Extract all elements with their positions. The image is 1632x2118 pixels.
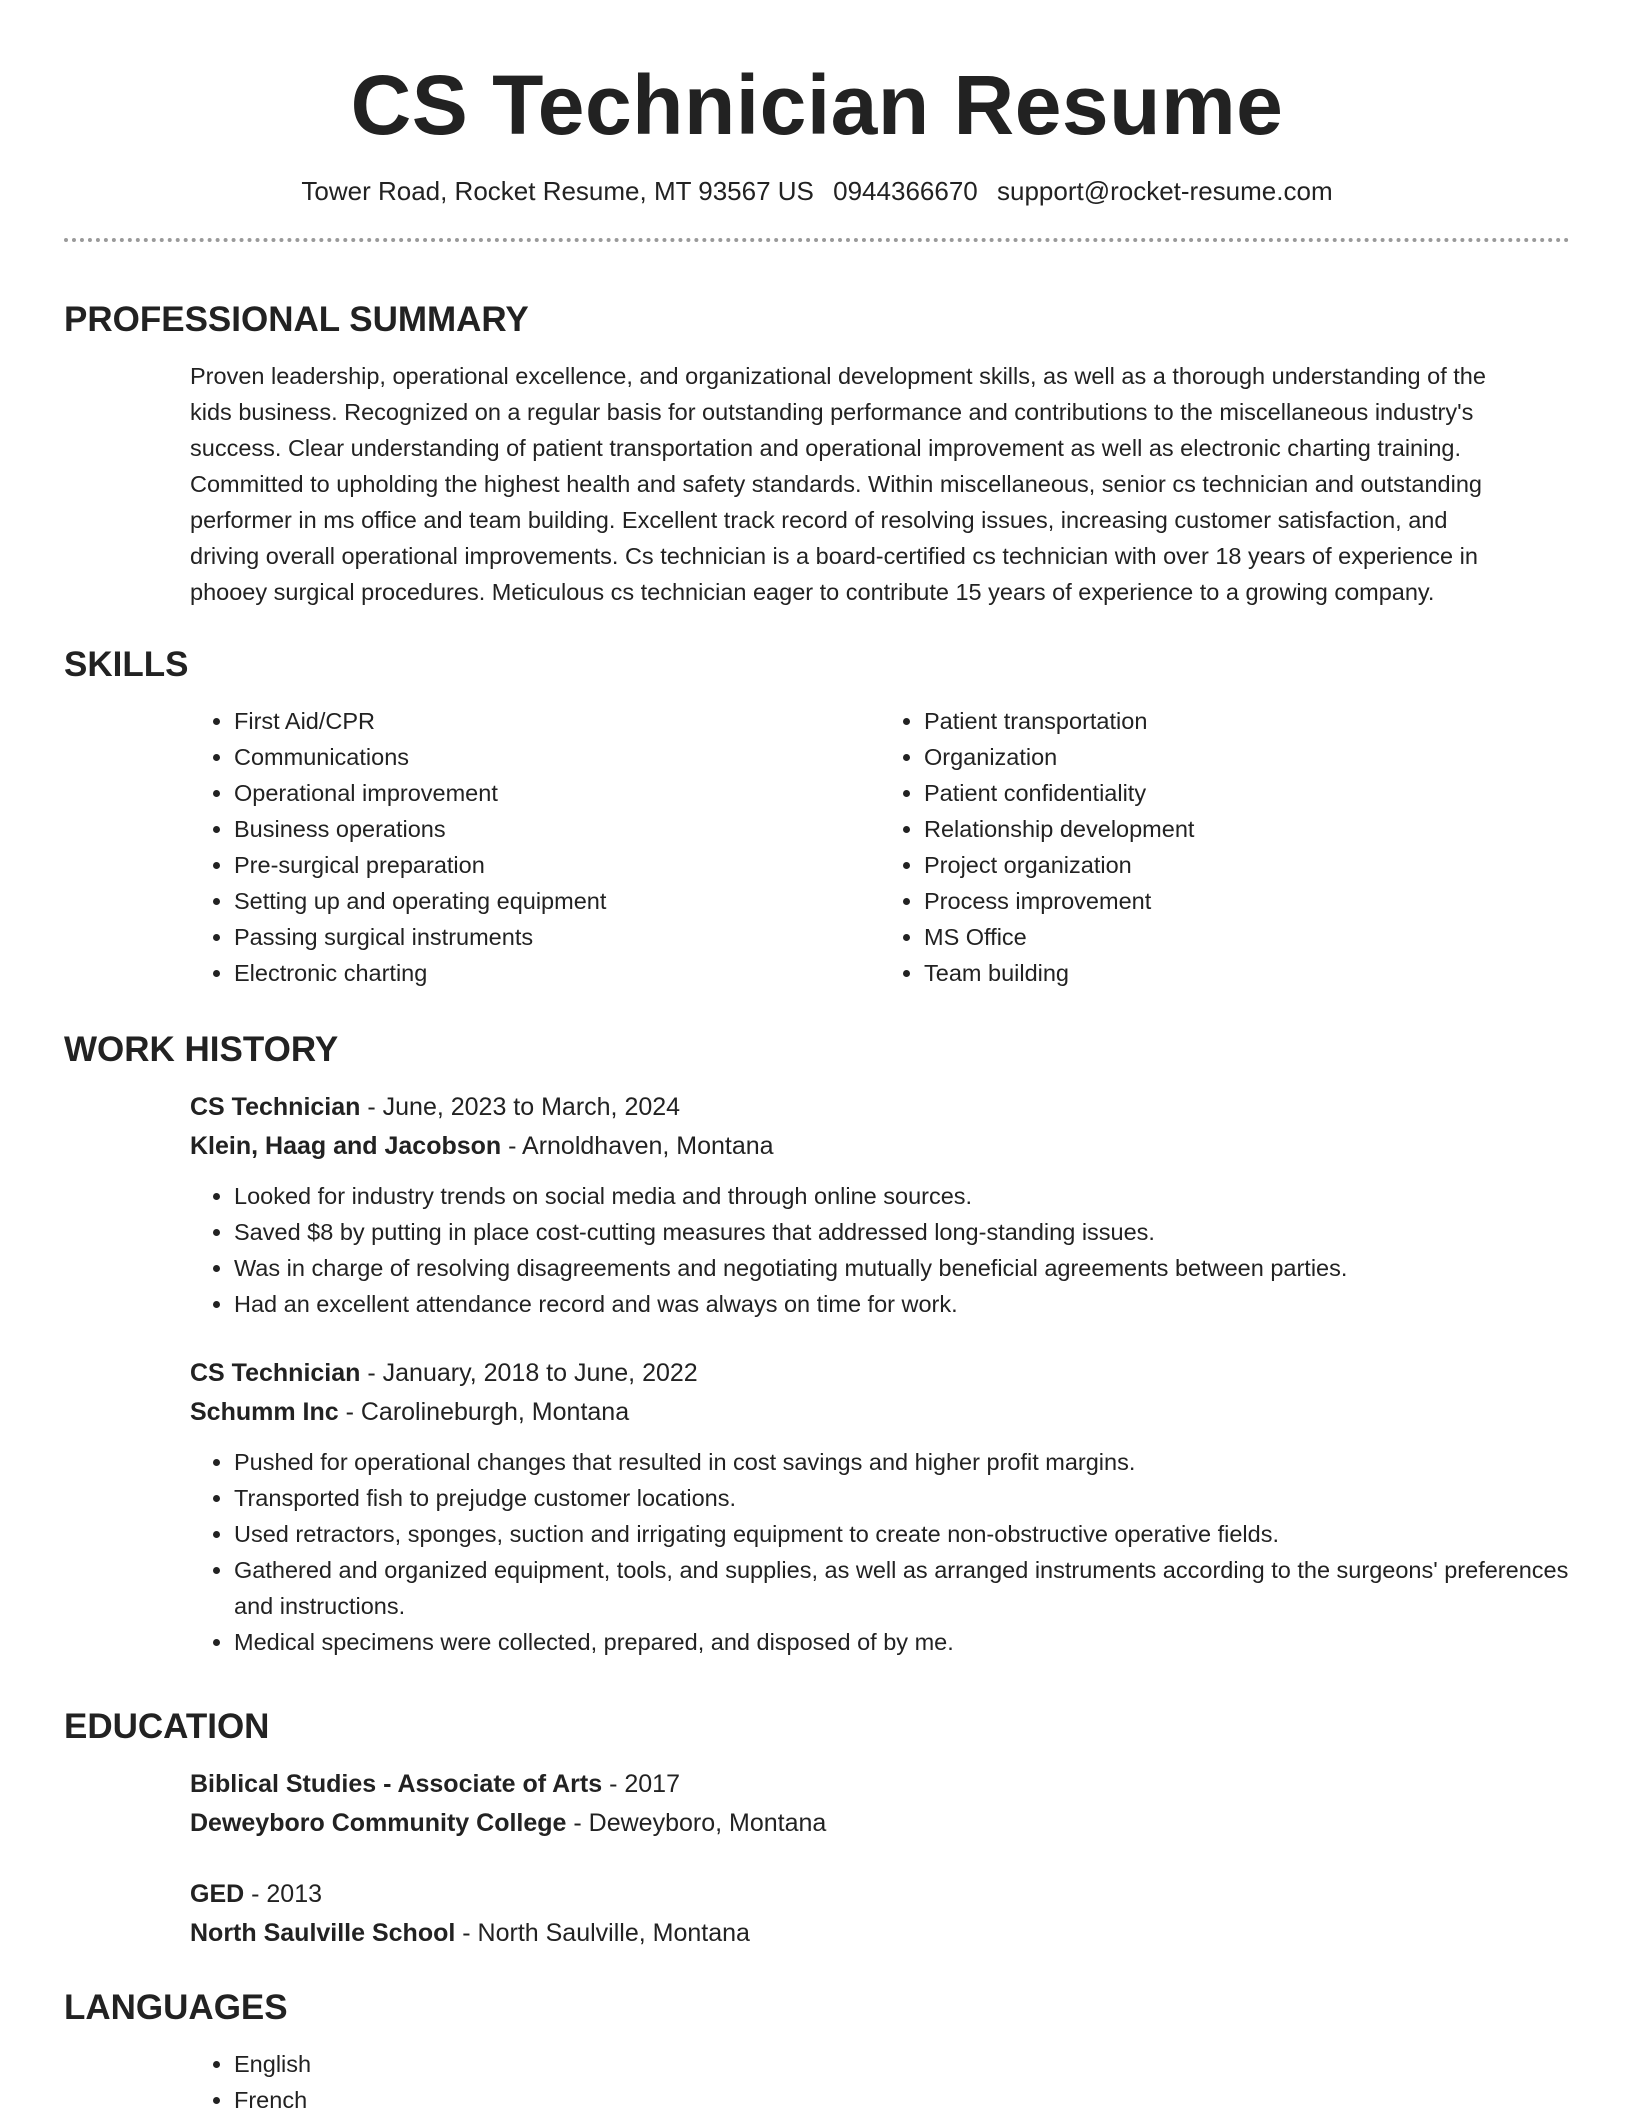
contact-line xyxy=(64,174,1570,208)
language-item: • French xyxy=(234,2082,1570,2118)
job-company-line xyxy=(190,1393,1570,1432)
education-school-line xyxy=(190,1804,1570,1843)
skill-item: • Team building xyxy=(924,955,1570,991)
summary-line: performer in ms office and team building. Excellent track record of resolving issues, increasing customer satisfaction, and xyxy=(190,507,1448,533)
summary-heading: PROFESSIONAL SUMMARY xyxy=(64,300,529,339)
skill-item: • First Aid/CPR xyxy=(234,703,880,739)
job-duty: • Saved $8 by putting in place cost-cutting measures that addressed long-standing issues. xyxy=(234,1214,1570,1250)
summary-line: kids business. Recognized on a regular basis for outstanding performance and contributions to the miscellaneous industry's xyxy=(190,399,1474,425)
languages-list xyxy=(190,2046,1570,2118)
skill-item: • Communications xyxy=(234,739,880,775)
skill-item: • Organization xyxy=(924,739,1570,775)
skill-item: • Pre-surgical preparation xyxy=(234,847,880,883)
languages-heading: LANGUAGES xyxy=(64,1988,288,2027)
job-duties xyxy=(190,1444,1570,1660)
job-duty: • Transported fish to prejudge customer locations. xyxy=(234,1480,1570,1516)
work-history-heading: WORK HISTORY xyxy=(64,1030,339,1069)
job-dates: - June, 2023 to March, 2024 xyxy=(360,1093,681,1121)
summary-line: phooey surgical procedures. Meticulous cs technician eager to contribute 15 years of experience to a growing company. xyxy=(190,579,1435,605)
job-location: - Carolineburgh, Montana xyxy=(338,1398,630,1426)
resume-title: CS Technician Resume xyxy=(350,58,1284,152)
education-school: Deweyboro Community College xyxy=(190,1809,567,1837)
job-duty: • Was in charge of resolving disagreements and negotiating mutually beneficial agreements between parties. xyxy=(234,1250,1570,1286)
job-title-line xyxy=(190,1354,1570,1393)
skills-list xyxy=(190,703,1570,991)
job-entry xyxy=(190,1354,1570,1660)
education-location: - North Saulville, Montana xyxy=(455,1919,750,1947)
education-degree: GED xyxy=(190,1880,245,1908)
skill-item: • Patient transportation xyxy=(924,703,1570,739)
language-item: • English xyxy=(234,2046,1570,2082)
education-entry xyxy=(190,1765,1570,1843)
job-duty: • Pushed for operational changes that resulted in cost savings and higher profit margins. xyxy=(234,1444,1570,1480)
summary-section xyxy=(64,298,1570,610)
education-year: - 2013 xyxy=(244,1880,323,1908)
job-entry xyxy=(190,1088,1570,1322)
skill-item: • Project organization xyxy=(924,847,1570,883)
contact-email: support@rocket-resume.com xyxy=(996,176,1333,206)
education-degree: Biblical Studies - Associate of Arts xyxy=(190,1770,603,1798)
job-title-line xyxy=(190,1088,1570,1127)
job-company: Klein, Haag and Jacobson xyxy=(190,1132,502,1160)
skill-item: • Electronic charting xyxy=(234,955,880,991)
resume-page xyxy=(64,0,1570,2113)
skills-column-right xyxy=(880,703,1570,991)
skill-item: • Patient confidentiality xyxy=(924,775,1570,811)
education-degree-line xyxy=(190,1765,1570,1804)
education-section xyxy=(64,1705,1570,1953)
education-location: - Deweyboro, Montana xyxy=(566,1809,827,1837)
skill-item: • Operational improvement xyxy=(234,775,880,811)
job-location: - Arnoldhaven, Montana xyxy=(501,1132,774,1160)
job-duty: • Used retractors, sponges, suction and irrigating equipment to create non-obstructive operative fields. xyxy=(234,1516,1570,1552)
work-history-section xyxy=(64,1028,1570,1660)
job-duty: • Had an excellent attendance record and was always on time for work. xyxy=(234,1286,1570,1322)
job-company: Schumm Inc xyxy=(190,1398,339,1426)
job-company-line xyxy=(190,1127,1570,1166)
header-divider xyxy=(64,238,1570,242)
education-school-line xyxy=(190,1914,1570,1953)
education-school: North Saulville School xyxy=(190,1919,456,1947)
summary-text xyxy=(190,358,1570,610)
education-heading: EDUCATION xyxy=(64,1707,270,1746)
summary-line: Committed to upholding the highest health and safety standards. Within miscellaneous, senior cs technician and outstanding xyxy=(190,471,1482,497)
job-duty: • Gathered and organized equipment, tools, and supplies, as well as arranged instruments according to the surgeons' preferences and instructions. xyxy=(234,1552,1570,1624)
skills-section xyxy=(64,643,1570,991)
skill-item: • MS Office xyxy=(924,919,1570,955)
job-duty: • Looked for industry trends on social media and through online sources. xyxy=(234,1178,1570,1214)
job-duties xyxy=(190,1178,1570,1322)
education-entry xyxy=(190,1875,1570,1953)
skill-item: • Passing surgical instruments xyxy=(234,919,880,955)
languages-items xyxy=(190,2046,1570,2118)
summary-line: Proven leadership, operational excellence, and organizational development skills, as well as a thorough understanding of the xyxy=(190,363,1486,389)
job-title: CS Technician xyxy=(190,1359,361,1387)
contact-phone: 0944366670 xyxy=(833,176,978,206)
languages-section xyxy=(64,1986,1570,2118)
skill-item: • Business operations xyxy=(234,811,880,847)
job-dates: - January, 2018 to June, 2022 xyxy=(360,1359,698,1387)
skill-item: • Setting up and operating equipment xyxy=(234,883,880,919)
summary-line: success. Clear understanding of patient transportation and operational improvement as well as electronic charting training. xyxy=(190,435,1462,461)
skill-item: • Process improvement xyxy=(924,883,1570,919)
education-degree-line xyxy=(190,1875,1570,1914)
skills-column-left xyxy=(190,703,880,991)
job-duty: • Medical specimens were collected, prepared, and disposed of by me. xyxy=(234,1624,1570,1660)
education-year: - 2017 xyxy=(602,1770,680,1798)
summary-line: driving overall operational improvements. Cs technician is a board-certified cs technician with over 18 years of experience in xyxy=(190,543,1478,569)
contact-address: Tower Road, Rocket Resume, MT 93567 US xyxy=(301,176,814,206)
skill-item: • Relationship development xyxy=(924,811,1570,847)
skills-heading: SKILLS xyxy=(64,645,189,684)
job-title: CS Technician xyxy=(190,1093,361,1121)
